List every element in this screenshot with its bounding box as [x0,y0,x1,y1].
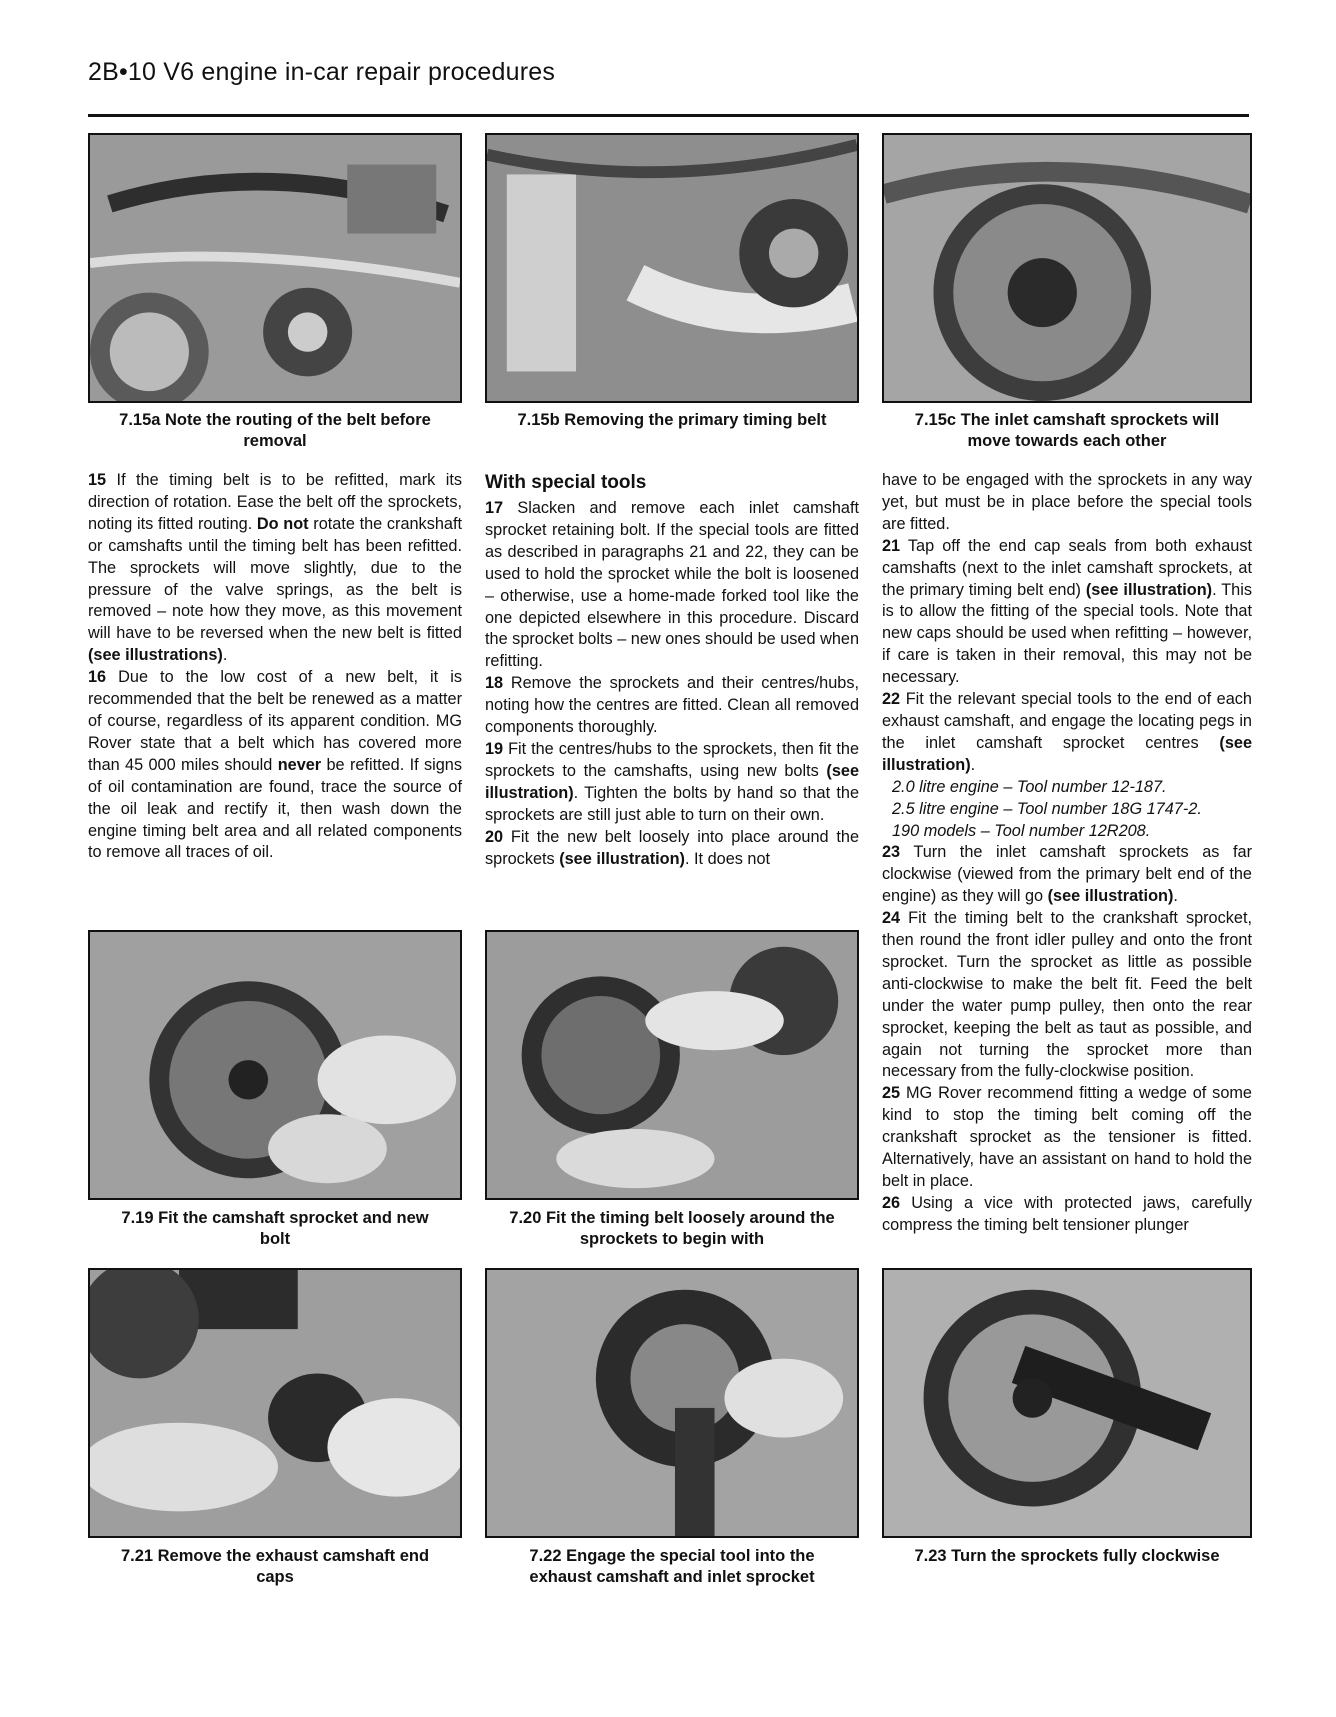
photo-7-20 [485,930,859,1200]
caption-7-22: 7.22 Engage the special tool into the exhaust camshaft and inlet sprocket [529,1547,815,1586]
text-column-1 [88,470,462,864]
photo-7-23 [882,1268,1252,1538]
photo-7-15c [882,133,1252,403]
caption-7-15c: 7.15c The inlet camshaft sprockets will move towards each other [914,411,1220,450]
paragraph-18: 18 Remove the sprockets and their centres/hubs, noting how the centres are fitted. Clean all removed components thoroughly. [485,674,859,737]
paragraph-15: 15 If the timing belt is to be refitted, mark its direction of rotation. Ease the belt off the sprockets, noting its fitted routing. Do not rotate the crankshaft or camshafts until the timing belt has been refitted. The sprockets will move slightly, due to the pressure of the valve springs, as the belt is removed – note how they move, as this movement will have to be reversed when the new belt is fitted (see illustrations). [88,471,462,665]
paragraph-25: 25 MG Rover recommend fitting a wedge of some kind to stop the timing belt coming off the crankshaft sprocket as the tensioner is fitted. Alternatively, have an assistant on hand to hold the belt in place. [882,1084,1252,1190]
caption-7-20: 7.20 Fit the timing belt loosely around the sprockets to begin with [509,1209,835,1248]
paragraph-23: 23 Turn the inlet camshaft sprockets as far clockwise (viewed from the primary belt end of the engine) as they will go (see illustration). [882,843,1252,906]
photo-7-15a [88,133,462,403]
page-title: 2B•10 V6 engine in-car repair procedures [88,58,556,86]
paragraph-19: 19 Fit the centres/hubs to the sprockets, then fit the sprockets to the camshafts, using new bolts (see illustration). Tighten the bolts by hand so that the sprockets are still just able to turn on their own. [485,739,859,824]
paragraph-20-cont: have to be engaged with the sprockets in any way yet, but must be in place before the special tools are fitted. [882,471,1252,533]
photo-7-15b [485,133,859,403]
paragraph-26: 26 Using a vice with protected jaws, carefully compress the timing belt tensioner plunger [882,1193,1252,1234]
tool-line-1: 2.0 litre engine – Tool number 12-187. [892,777,1167,796]
paragraph-20: 20 Fit the new belt loosely into place around the sprockets (see illustration). It does not [485,827,859,868]
tool-line-3: 190 models – Tool number 12R208. [892,821,1151,840]
caption-7-21: 7.21 Remove the exhaust camshaft end caps [120,1547,430,1586]
paragraph-24: 24 Fit the timing belt to the crankshaft sprocket, then round the front idler pulley and onto the front sprocket. Turn the sprocket as little as possible anti-clockwise to make the belt fit. Feed the belt under the water pump pulley, then onto the rear sprocket, keeping the belt as taut as possible, and again not turning the sprocket more than necessary from the fully-clockwise position. [882,909,1252,1081]
caption-7-23: 7.23 Turn the sprockets fully clockwise [914,1547,1220,1565]
caption-7-15b: 7.15b Removing the primary timing belt [517,411,827,429]
header-rule [88,114,1249,117]
photo-7-21 [88,1268,462,1538]
text-column-2 [485,470,859,870]
caption-7-15a: 7.15a Note the routing of the belt before removal [119,411,431,450]
section-heading: With special tools [485,472,647,493]
caption-7-19: 7.19 Fit the camshaft sprocket and new bolt [121,1209,429,1248]
photo-7-19 [88,930,462,1200]
paragraph-16: 16 Due to the low cost of a new belt, it is recommended that the belt be renewed as a matter of course, regardless of its apparent condition. MG Rover state that a belt which has covered more than 45 000 miles should never be refitted. If signs of oil contamination are found, trace the source of the oil leak and rectify it, then wash down the engine timing belt area and all related components to remove all traces of oil. [88,668,462,862]
text-column-3 [882,470,1252,1237]
paragraph-21: 21 Tap off the end cap seals from both exhaust camshafts (next to the inlet camshaft sprockets, at the primary timing belt end) (see illustration). This is to allow the fitting of the special tools. Note that new caps should be used when refitting – however, if care is taken in their removal, this may not be necessary. [882,536,1252,687]
photo-7-22 [485,1268,859,1538]
paragraph-22: 22 Fit the relevant special tools to the end of each exhaust camshaft, and engage the locating pegs in the inlet camshaft sprocket centres (see illustration). [882,690,1252,774]
tool-line-2: 2.5 litre engine – Tool number 18G 1747-2. [892,799,1202,818]
paragraph-17: 17 Slacken and remove each inlet camshaft sprocket retaining bolt. If the special tools are fitted as described in paragraphs 21 and 22, they can be used to hold the sprocket while the bolt is loosened – otherwise, use a home-made forked tool like the one depicted elsewhere in this procedure. Discard the sprocket bolts – new ones should be used when refitting. [485,499,859,671]
